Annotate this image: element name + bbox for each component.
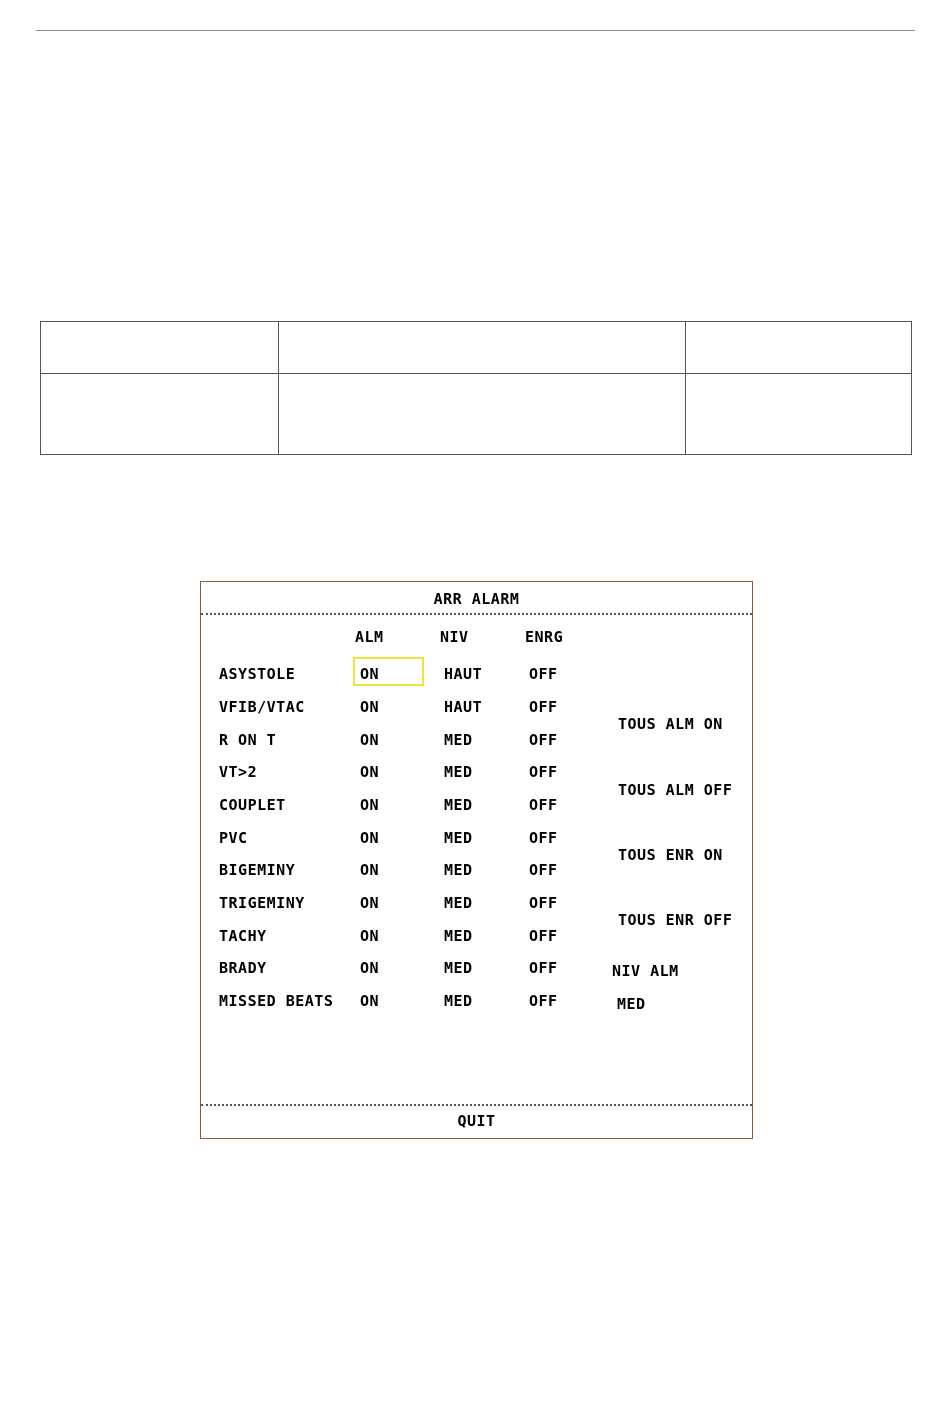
alarm-toggle-bigeminy[interactable]: ON (360, 861, 380, 879)
record-toggle-missed-beats[interactable]: OFF (529, 992, 558, 1010)
alarm-level-label: NIV ALM (612, 962, 679, 980)
arrhythmia-row-vt2 (201, 763, 601, 796)
arrhythmia-row-couplet (201, 796, 601, 829)
arrhythmia-row-brady (201, 959, 601, 992)
column-header-enrg: ENRG (525, 628, 564, 646)
title-divider (201, 613, 752, 615)
alarm-level-couplet[interactable]: MED (444, 796, 473, 814)
quit-button[interactable]: QUIT (457, 1112, 496, 1130)
alarm-level-vfib-vtac[interactable]: HAUT (444, 698, 483, 716)
table-cell (686, 374, 912, 455)
alarm-toggle-vfib-vtac[interactable]: ON (360, 698, 380, 716)
table-cell (41, 374, 279, 455)
alarm-level-missed-beats[interactable]: MED (444, 992, 473, 1010)
alarm-toggle-pvc[interactable]: ON (360, 829, 380, 847)
record-toggle-pvc[interactable]: OFF (529, 829, 558, 847)
record-toggle-bigeminy[interactable]: OFF (529, 861, 558, 879)
page-top-rule (36, 30, 915, 31)
empty-table (40, 321, 912, 455)
arrhythmia-row-pvc (201, 829, 601, 862)
arrhythmia-row-missed-beats (201, 992, 601, 1025)
arrhythmia-row-tachy (201, 927, 601, 960)
alarm-toggle-r-on-t[interactable]: ON (360, 731, 380, 749)
alarm-toggle-couplet[interactable]: ON (360, 796, 380, 814)
arrhythmia-name: BIGEMINY (219, 861, 296, 879)
column-header-niv: NIV (440, 628, 469, 646)
alarm-toggle-vt2[interactable]: ON (360, 763, 380, 781)
all-alarms-on-button[interactable]: TOUS ALM ON (618, 715, 723, 733)
arrhythmia-row-r-on-t (201, 731, 601, 764)
alarm-level-bigeminy[interactable]: MED (444, 861, 473, 879)
table-cell (686, 322, 912, 374)
arrhythmia-row-bigeminy (201, 861, 601, 894)
alarm-level-trigeminy[interactable]: MED (444, 894, 473, 912)
arrhythmia-name: PVC (219, 829, 248, 847)
record-toggle-vfib-vtac[interactable]: OFF (529, 698, 558, 716)
record-toggle-vt2[interactable]: OFF (529, 763, 558, 781)
table-cell (279, 374, 686, 455)
arrhythmia-name: BRADY (219, 959, 267, 977)
footer-divider (201, 1104, 752, 1106)
arrhythmia-row-trigeminy (201, 894, 601, 927)
table-row (41, 374, 912, 455)
alarm-toggle-brady[interactable]: ON (360, 959, 380, 977)
alarm-toggle-asystole[interactable]: ON (360, 665, 380, 683)
alarm-level-vt2[interactable]: MED (444, 763, 473, 781)
record-toggle-brady[interactable]: OFF (529, 959, 558, 977)
arrhythmia-name: MISSED BEATS (219, 992, 334, 1010)
arrhythmia-name: R ON T (219, 731, 277, 749)
record-toggle-tachy[interactable]: OFF (529, 927, 558, 945)
arrhythmia-name: TACHY (219, 927, 267, 945)
arr-alarm-window (200, 581, 753, 1139)
record-toggle-asystole[interactable]: OFF (529, 665, 558, 683)
all-alarms-off-button[interactable]: TOUS ALM OFF (618, 781, 733, 799)
record-toggle-r-on-t[interactable]: OFF (529, 731, 558, 749)
arrhythmia-name: VFIB/VTAC (219, 698, 305, 716)
alarm-level-tachy[interactable]: MED (444, 927, 473, 945)
table-row (41, 322, 912, 374)
arrhythmia-row-asystole (201, 665, 601, 698)
arrhythmia-name: TRIGEMINY (219, 894, 305, 912)
column-header-alm: ALM (355, 628, 384, 646)
arrhythmia-row-vfib-vtac (201, 698, 601, 731)
window-title: ARR ALARM (433, 590, 520, 608)
table-cell (41, 322, 279, 374)
alarm-toggle-trigeminy[interactable]: ON (360, 894, 380, 912)
all-records-on-button[interactable]: TOUS ENR ON (618, 846, 723, 864)
alarm-toggle-missed-beats[interactable]: ON (360, 992, 380, 1010)
all-records-off-button[interactable]: TOUS ENR OFF (618, 911, 733, 929)
record-toggle-couplet[interactable]: OFF (529, 796, 558, 814)
alarm-toggle-tachy[interactable]: ON (360, 927, 380, 945)
alarm-level-pvc[interactable]: MED (444, 829, 473, 847)
arrhythmia-name: ASYSTOLE (219, 665, 296, 683)
arrhythmia-name: VT>2 (219, 763, 258, 781)
record-toggle-trigeminy[interactable]: OFF (529, 894, 558, 912)
table-cell (279, 322, 686, 374)
alarm-level-select[interactable]: MED (617, 995, 646, 1013)
arrhythmia-name: COUPLET (219, 796, 286, 814)
alarm-level-brady[interactable]: MED (444, 959, 473, 977)
alarm-level-asystole[interactable]: HAUT (444, 665, 483, 683)
alarm-level-r-on-t[interactable]: MED (444, 731, 473, 749)
